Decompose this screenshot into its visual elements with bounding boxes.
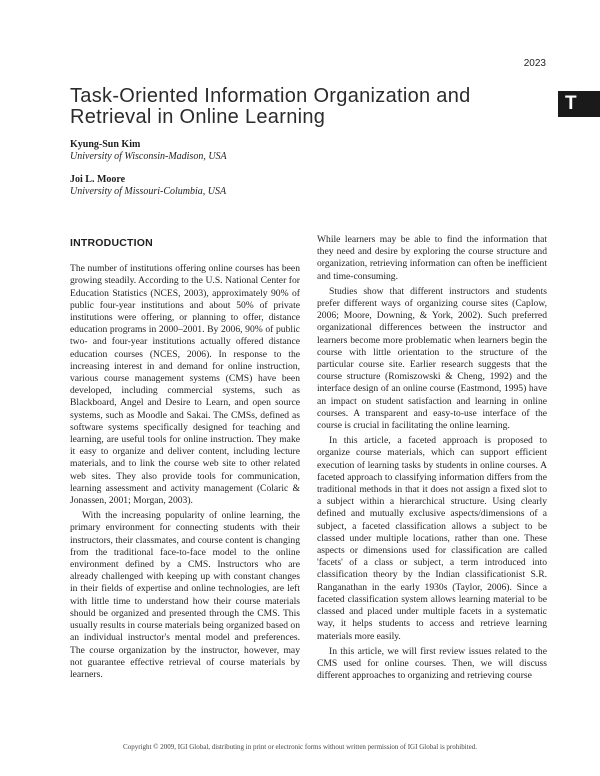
left-column <box>70 234 300 684</box>
author-affiliation: University of Wisconsin-Madison, USA <box>70 151 227 162</box>
body-paragraph: The number of institutions offering online courses has been growing steadily. According to the U.S. National Center for Education Statistics (NCES, 2003), approximately 90% of public four-year institutions and about 50% of private institutions were offering, or planning to offer, distance education programs in 2000–2001. By 2006, 90% of public two- and four-year institutions actually offered distance education courses (NCES, 2006). In response to the increasing interest in and demand for online instruction, various course management systems (CMS) have been developed, including commercial systems, such as Blackboard, Angel and Desire to Learn, and open source systems, such as Moodle and Sakai. The CMSs, defined as software systems specifically designed for teaching and learning, are useful tools for online instruction. They make it easy to organize and deliver content, including lecture materials, and to link the course web site to other related web sites. They also provide tools for communication, learning assessment and activity management (Colaric & Jonassen, 2001; Morgan, 2003). <box>70 263 300 507</box>
copyright-footer: Copyright © 2009, IGI Global, distributing in print or electronic forms without written permission of IGI Global is prohibited. <box>123 743 477 751</box>
body-paragraph: In this article, a faceted approach is proposed to organize course materials, which can support efficient execution of learning tasks by students in online courses. A faceted approach to classifying information differs from the traditional methods in that it does not assign a fixed slot to a subject within a hierarchical structure. Using clearly defined and mutually exclusive aspects/dimensions of a subject, a faceted classification allows a subject to be classed under multiple locations, rather than one. These aspects or dimensions used for classification are called 'facets' of a class or subject, a term introduced into classification theory by the Indian classificationist S.R. Ranganathan in the early 1930s (Taylor, 2006). Since a faceted classification system allows learning material to be classed and placed under multiple facets in a systematic way, it helps students to access and retrieve learning materials more easily. <box>317 435 547 642</box>
author-affiliation: University of Missouri-Columbia, USA <box>70 186 227 197</box>
body-paragraph: With the increasing popularity of online learning, the primary environment for connecting students with their instructors, their classmates, and course content is changing from the traditional face-to-face model to the online environment defined by a CMS. Instructors who are already challenged with keeping up with constant changes in their fields of expertise and online technologies, are left with little time to understand how their course materials should be organized and presented through the CMS. This usually results in course materials being organized based on an individual instructor's mental model and preferences. The course organization by the instructor, however, may not guarantee effective retrieval of course materials by learners. <box>70 510 301 680</box>
article-title: Task-Oriented Information Organization and Retrieval in Online Learning <box>70 85 471 128</box>
body-paragraph: In this article, we will first review issues related to the CMS used for online courses. Then, we will discuss different approaches to organizing and retrieving course <box>317 645 547 682</box>
page-number: 2023 <box>523 58 546 69</box>
body-paragraph: While learners may be able to find the information that they need and desire by exploring the course structure and organization, retrieving information can often be inefficient and time-consuming. <box>317 234 547 282</box>
section-heading: INTRODUCTION <box>70 237 153 249</box>
author-name: Kyung-Sun Kim <box>70 139 141 150</box>
author-name: Joi L. Moore <box>70 174 126 185</box>
author-block <box>70 174 226 198</box>
section-tab-badge: T <box>558 91 600 117</box>
right-column <box>317 234 547 685</box>
author-block <box>70 139 227 163</box>
body-paragraph: Studies show that different instructors and students prefer different ways of organizing course sites (Caplow, 2006; Moore, Downing, & York, 2002). Such preferred organizational differences between the instructor and learners become more problematic when learners begin the course with little orientation to the structure of the particular course site. Earlier research suggests that the course structure (Romiszowski & Cheng, 1992) and the interface design of an online course (Eastmond, 1995) have an impact on student satisfaction and learning in online courses. A transparent and easy-to-use interface of the course is crucial in facilitating the online learning. <box>317 285 547 432</box>
